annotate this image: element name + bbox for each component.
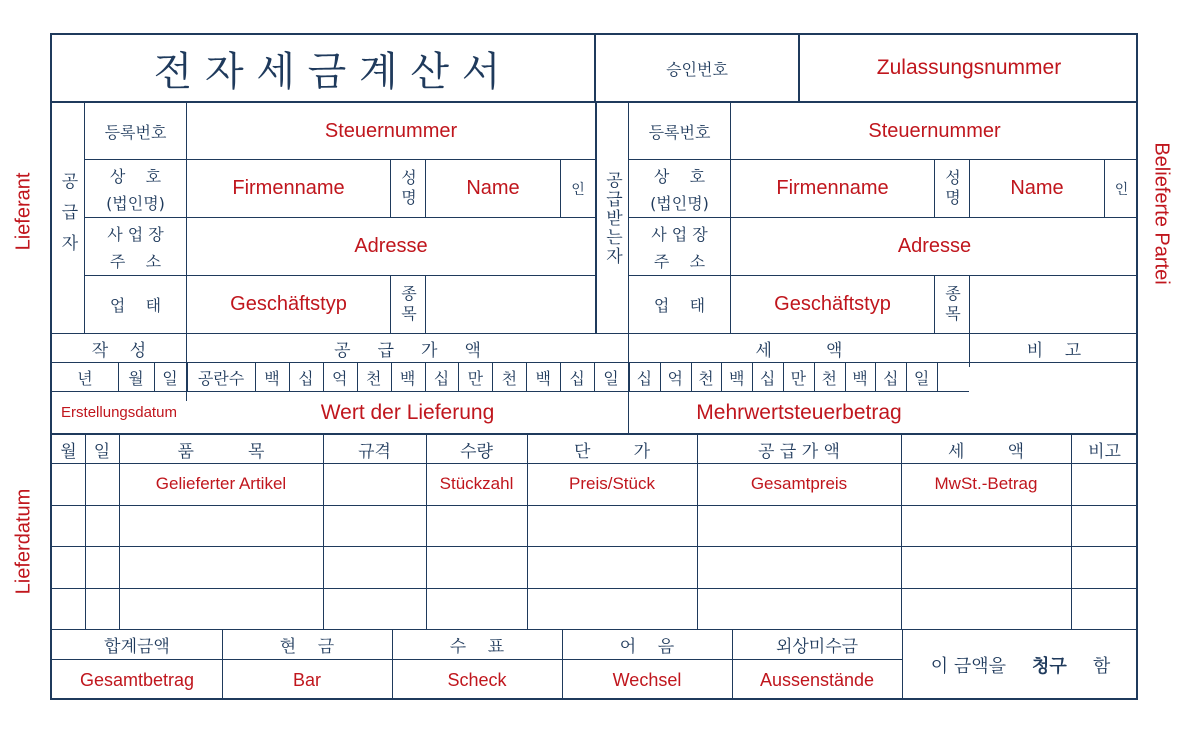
blank-count-header: 공란수	[197, 368, 245, 388]
recipient-address-label	[629, 218, 730, 275]
remark-label: 비 고	[1026, 340, 1082, 361]
table-cell[interactable]	[85, 464, 119, 505]
supplier-reg-value[interactable]: Steuernummer	[324, 119, 458, 142]
table-cell[interactable]	[697, 589, 901, 630]
delivery-date-side-text: Lieferdatum	[12, 488, 35, 595]
table-cell[interactable]	[426, 589, 527, 630]
table-cell[interactable]: Stückzahl	[439, 474, 514, 494]
items-header-cell: 단 가	[573, 441, 651, 462]
page-title: 전 자 세 금 계 산 서	[153, 48, 501, 95]
table-cell[interactable]	[119, 589, 323, 630]
supplier-address-label	[85, 218, 186, 275]
items-header-cell: 규격	[358, 441, 391, 462]
items-header-cell: 공 급 가 액	[758, 441, 840, 462]
table-cell[interactable]: MwSt.-Betrag	[934, 474, 1038, 494]
payment-value[interactable]: Wechsel	[612, 669, 682, 690]
recipient-reg-label: 등록번호	[648, 122, 711, 142]
items-table	[52, 435, 1138, 629]
table-cell[interactable]	[1071, 547, 1138, 588]
supplier-address-label-line1: 사 업 장	[107, 224, 164, 244]
table-cell[interactable]	[323, 506, 426, 547]
table-row	[52, 464, 1138, 505]
table-row	[52, 506, 1138, 547]
payment-value[interactable]: Gesamtbetrag	[79, 669, 195, 690]
supplier-name-label: 성명	[398, 168, 418, 209]
table-cell[interactable]	[901, 547, 1071, 588]
supply-digit-header: 백	[264, 368, 280, 388]
table-cell[interactable]	[527, 547, 697, 588]
recipient-company-label	[629, 160, 730, 217]
table-cell[interactable]: Gelieferter Artikel	[155, 474, 287, 494]
items-header-cell: 월	[60, 441, 77, 462]
items-header-cell: 일	[93, 441, 111, 462]
supply-digit-header: 억	[332, 368, 348, 388]
approval-number-value[interactable]: Zulassungsnummer	[876, 56, 1062, 79]
table-cell[interactable]: Gesamtpreis	[750, 474, 848, 494]
claim-statement	[903, 630, 1138, 700]
recipient-side-text: Belieferte Partei	[1150, 142, 1173, 285]
table-cell[interactable]	[697, 506, 901, 547]
recipient-name-value[interactable]: Name	[1010, 177, 1064, 199]
payment-label: 외상미수금	[775, 637, 859, 657]
recipient-side-label	[1150, 130, 1176, 300]
claim-text-start: 이 금액을	[930, 656, 1007, 677]
supplier-side-label	[11, 158, 37, 268]
supply-digit-header: 만	[467, 368, 484, 388]
supply-digit-header: 천	[501, 368, 518, 388]
table-cell[interactable]	[323, 589, 426, 630]
supplier-address-value[interactable]: Adresse	[354, 235, 428, 257]
table-cell[interactable]	[52, 589, 85, 630]
recipient-address-label-line1: 사 업 장	[651, 224, 708, 244]
supplier-item-label: 종목	[398, 284, 418, 325]
supply-digit-header: 십	[298, 368, 314, 388]
tax-digit-header: 십	[759, 368, 776, 388]
payment-label: 합계금액	[104, 637, 170, 657]
written-label: 작 성	[91, 340, 147, 361]
tax-digit-header: 십	[636, 368, 653, 388]
tax-invoice-form	[50, 33, 1138, 700]
table-cell[interactable]	[901, 506, 1071, 547]
supplier-address-label-line2: 주 소	[109, 251, 162, 271]
tax-digit-header: 억	[667, 368, 683, 388]
supply-value-label: 공 급 가 액	[334, 340, 481, 361]
table-cell[interactable]	[426, 506, 527, 547]
supplier-item-value[interactable]	[426, 276, 595, 333]
table-row	[52, 589, 1138, 630]
date-col-header: 년	[77, 368, 93, 388]
table-cell[interactable]	[52, 547, 85, 588]
items-header-cell: 품 목	[177, 441, 265, 462]
table-cell[interactable]	[323, 464, 426, 505]
items-header-cell: 세 액	[947, 441, 1025, 462]
supplier-company-label	[85, 160, 186, 217]
recipient-item-label: 종목	[942, 284, 962, 325]
tax-digit-header: 백	[852, 368, 868, 388]
recipient-item-value[interactable]	[970, 276, 1138, 333]
payment-label: 현 금	[279, 637, 335, 657]
payment-label: 어 음	[619, 637, 675, 657]
claim-text-end: 함	[1092, 656, 1111, 677]
table-cell[interactable]	[323, 547, 426, 588]
supplier-reg-label: 등록번호	[104, 122, 167, 142]
supplier-business-value[interactable]: Geschäftstyp	[230, 293, 347, 315]
digit-row	[52, 363, 969, 391]
recipient-company-label-line2: (법인명)	[650, 193, 709, 213]
recipient-company-label-line1: 상 호	[653, 166, 706, 186]
supplier-company-label-line1: 상 호	[109, 166, 162, 186]
supplier-name-value[interactable]: Name	[466, 177, 520, 199]
table-cell[interactable]	[426, 547, 527, 588]
table-cell[interactable]	[901, 589, 1071, 630]
recipient-address-value[interactable]: Adresse	[897, 235, 972, 257]
recipient-seal: 인	[1114, 181, 1129, 198]
tax-amount-value[interactable]: Mehrwertsteuerbetrag	[696, 400, 902, 424]
payment-label: 수 표	[449, 637, 505, 657]
delivery-date-side-label	[11, 480, 37, 606]
supply-digit-header: 일	[603, 368, 619, 388]
supply-digit-header: 십	[433, 368, 450, 388]
tax-amount-label: 세 액	[755, 340, 843, 361]
payment-summary	[52, 630, 902, 700]
tax-digit-header: 만	[790, 368, 807, 388]
recipient-business-label: 업 태	[653, 296, 706, 315]
supply-digit-header: 백	[399, 368, 416, 388]
table-cell[interactable]	[1071, 464, 1138, 505]
table-cell[interactable]	[119, 506, 323, 547]
table-cell[interactable]	[85, 506, 119, 547]
table-cell[interactable]	[52, 506, 85, 547]
supply-value-amount[interactable]: Wert der Lieferung	[320, 400, 495, 424]
date-col-header: 월	[128, 368, 144, 388]
supply-digit-header: 십	[569, 368, 585, 388]
issue-date-value[interactable]: Erstellungsdatum	[61, 404, 177, 421]
table-cell[interactable]	[1071, 589, 1138, 630]
items-header-cell: 비고	[1088, 441, 1121, 462]
date-col-header: 일	[162, 368, 178, 388]
approval-number-label: 승인번호	[666, 59, 728, 79]
supplier-company-label-line2: (법인명)	[106, 193, 165, 213]
recipient-business-value[interactable]: Geschäftstyp	[774, 293, 891, 315]
supplier-business-label: 업 태	[109, 296, 162, 315]
table-cell[interactable]	[1071, 506, 1138, 547]
items-header-cell: 수량	[460, 441, 493, 462]
supplier-side-text: Lieferant	[12, 172, 35, 251]
table-cell[interactable]	[52, 464, 85, 505]
recipient-address-label-line2: 주 소	[653, 251, 706, 271]
table-cell[interactable]	[85, 547, 119, 588]
table-cell[interactable]	[119, 547, 323, 588]
recipient-reg-value[interactable]: Steuernummer	[868, 119, 1001, 142]
payment-value[interactable]: Aussenstände	[759, 669, 875, 690]
table-cell[interactable]: Preis/Stück	[569, 474, 655, 494]
tax-digit-header: 백	[729, 368, 745, 388]
supplier-vertical-label: 공급자	[57, 171, 78, 265]
tax-digit-header: 천	[821, 368, 837, 388]
table-cell[interactable]	[527, 589, 697, 630]
supply-digit-header: 백	[535, 368, 551, 388]
table-row	[52, 547, 1138, 588]
recipient-name-label: 성명	[942, 168, 962, 209]
tax-digit-header: 일	[913, 368, 930, 388]
supplier-company-value[interactable]: Firmenname	[232, 177, 345, 199]
payment-value[interactable]: Scheck	[447, 669, 507, 690]
table-cell[interactable]	[85, 589, 119, 630]
recipient-vertical-label: 공급받는자	[602, 170, 622, 266]
tax-digit-header: 천	[698, 368, 714, 388]
supplier-seal: 인	[571, 181, 585, 198]
tax-digit-header: 십	[883, 368, 899, 388]
table-cell[interactable]	[697, 547, 901, 588]
supply-digit-header: 천	[365, 368, 382, 388]
table-cell[interactable]	[527, 506, 697, 547]
recipient-company-value[interactable]: Firmenname	[776, 177, 889, 199]
claim-text-keyword: 청구	[1032, 656, 1067, 677]
payment-value[interactable]: Bar	[292, 669, 321, 690]
